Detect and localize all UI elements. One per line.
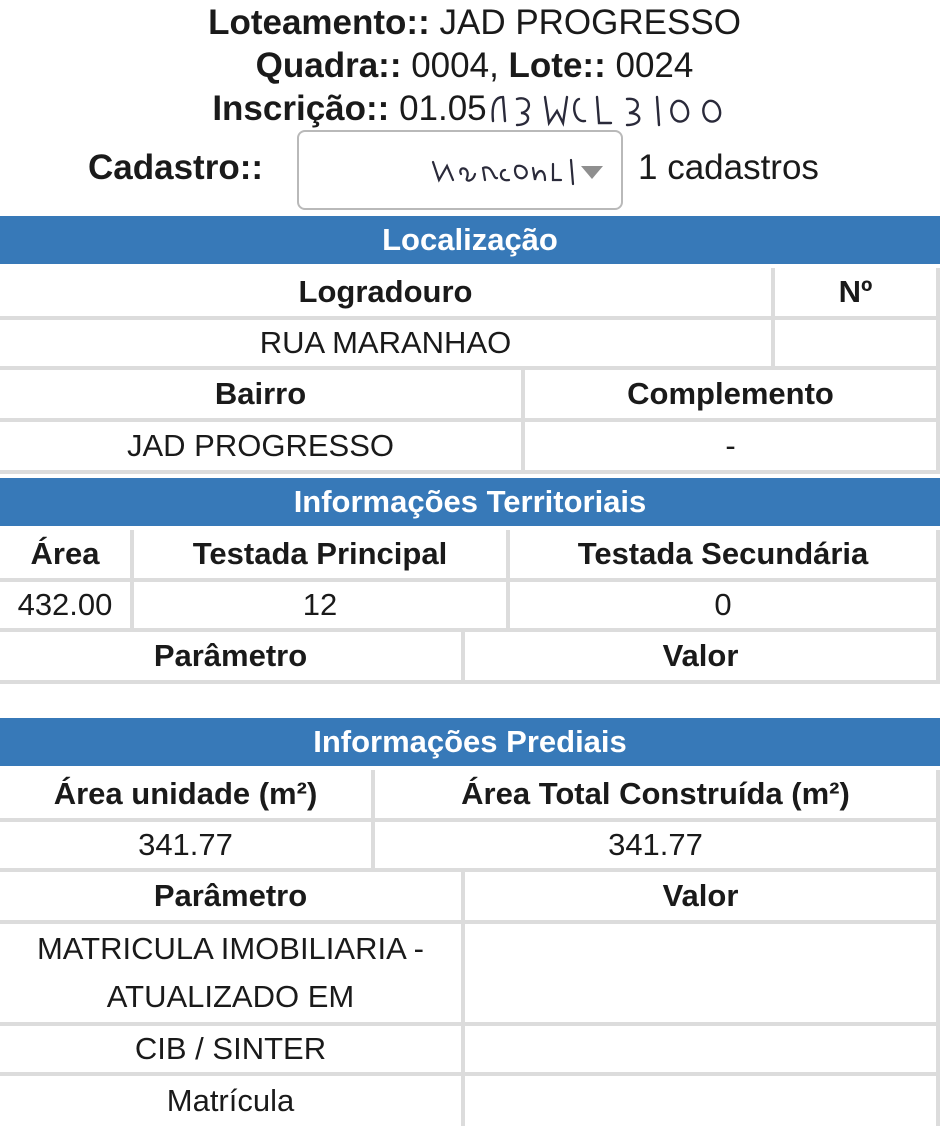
lote-value: 0024 [615,46,694,85]
param-line: MATRICULA IMOBILIARIA - [36,931,424,966]
inscricao-value: 01.05 [399,89,487,128]
param-value [465,924,940,1022]
territoriais-section-header: Informações Territoriais [0,478,940,526]
testada-principal-header: Testada Principal [134,530,510,578]
cadastro-selected-value-scribble [427,154,577,188]
param-line: ATUALIZADO EM [106,979,355,1014]
table-row [0,924,940,1026]
table-row [0,632,940,684]
cadastro-count: 1 cadastros [638,148,819,187]
table-row [0,770,940,822]
localizacao-section-header: Localização [0,216,940,264]
inscricao-line [0,88,949,131]
param-name [0,924,465,1022]
testada-secundaria-value: 0 [510,582,940,628]
prediais-section-header: Informações Prediais [0,718,940,766]
quadra-value: 0004, [411,46,499,85]
logradouro-header: Logradouro [0,268,775,316]
inscricao-label: Inscrição:: [212,89,390,128]
area-total-value: 341.77 [375,822,940,868]
param-value [465,1026,940,1072]
logradouro-value: RUA MARANHAO [0,320,775,366]
area-total-header: Área Total Construída (m²) [375,770,940,818]
valor-header: Valor [465,632,940,680]
complemento-value: - [525,422,940,470]
parametro-header: Parâmetro [0,632,465,680]
testada-secundaria-header: Testada Secundária [510,530,940,578]
testada-principal-value: 12 [134,582,510,628]
loteamento-value: JAD PROGRESSO [439,3,741,42]
numero-header: Nº [775,268,940,316]
table-row [0,872,940,924]
area-unidade-header: Área unidade (m²) [0,770,375,818]
bairro-header: Bairro [0,370,525,418]
complemento-header: Complemento [525,370,940,418]
redaction-scribble [487,91,737,131]
area-unidade-value: 341.77 [0,822,375,868]
chevron-down-icon[interactable] [581,166,603,179]
table-row [0,320,940,370]
table-row [0,422,940,474]
param-name: CIB / SINTER [0,1026,465,1072]
table-row [0,268,940,320]
lote-label: Lote:: [508,46,606,85]
loteamento-line [0,2,949,44]
cadastro-label: Cadastro:: [88,148,264,187]
valor-header: Valor [465,872,940,920]
table-row [0,530,940,582]
numero-value [775,320,940,366]
table-row [0,1076,940,1126]
table-row [0,822,940,872]
quadra-lote-line [0,45,949,87]
bairro-value: JAD PROGRESSO [0,422,525,470]
table-row [0,370,940,422]
table-row [0,582,940,632]
quadra-label: Quadra:: [255,46,402,85]
param-name: Matrícula [0,1076,465,1126]
area-value: 432.00 [0,582,134,628]
param-value [465,1076,940,1126]
area-header: Área [0,530,134,578]
loteamento-label: Loteamento:: [208,3,430,42]
table-row [0,1026,940,1076]
cadastro-select[interactable] [297,130,623,210]
parametro-header: Parâmetro [0,872,465,920]
